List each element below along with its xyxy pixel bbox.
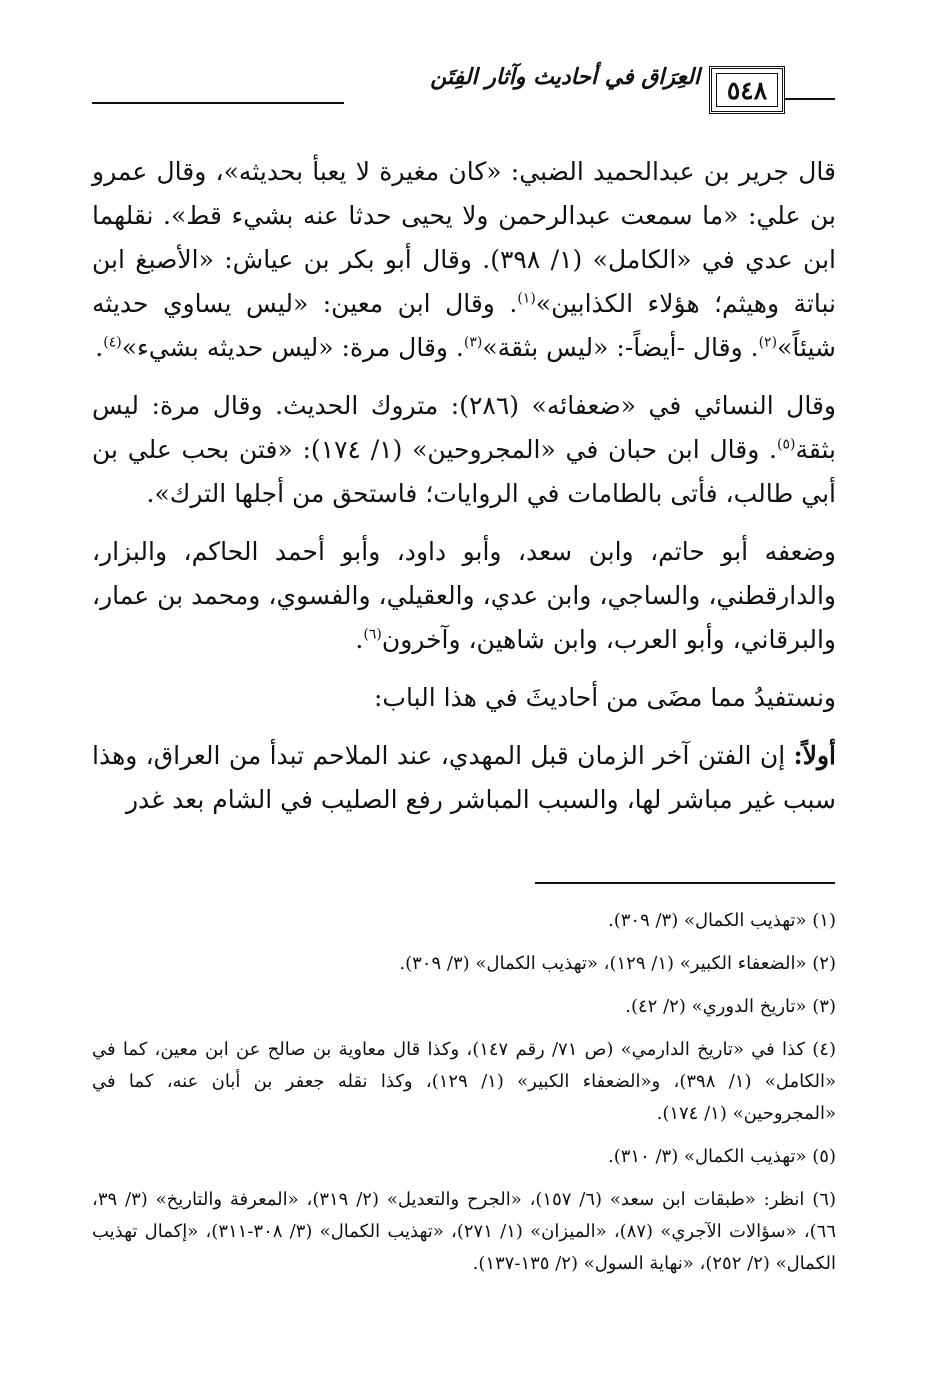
footnote-4: (٤) كذا في «تاريخ الدارمي» (ص ٧١/ رقم ١٤٧)، وكذا قال معاوية بن صالح عن ابن معين، كما في «الكامل» (١/ ٣٩٨)، و«الضعفاء الكبير» (١/ ١٢٩)، وكذا نقله جعفر بن أبان عنه، كما في «المجروحين» (١/ ١٧٤). [92,1039,837,1124]
footnote-ref-3: (٣) [463,334,483,351]
paragraph-2 [92,384,836,516]
paragraph-text: وضعفه أبو حاتم، وابن سعد، وأبو داود، وأبو أحمد الحاكم، والبزار، والدارقطني، والساجي، وابن عدي، والعقيلي، والفسوي، ومحمد بن عمار، والبرقاني، وأبو العرب، وابن شاهين، وآخرون [92,537,836,654]
page-number: ٥٤٨ [716,73,778,107]
footnote-2: (٢) «الضعفاء الكبير» (١/ ١٢٩)، «تهذيب الكمال» (٣/ ٣٠٩). [399,953,836,974]
paragraph-3 [92,530,836,662]
footnote-ref-5: (٥) [776,436,796,453]
footnote-3: (٣) «تاريخ الدوري» (٢/ ٤٢). [625,996,836,1017]
paragraph-1 [92,150,836,370]
footnote-ref-4: (٤) [103,334,122,351]
footnote-ref-2: (٢) [758,334,778,351]
footnote-6: (٦) انظر: «طبقات ابن سعد» (٦/ ١٥٧)، «الجرح والتعديل» (٢/ ٣١٩)، «المعرفة والتاريخ» (٣/ ٣٩، ٦٦)، «سؤالات الآجري» (٨٧)، «الميزان» (١/ ٢٧١)، «تهذيب الكمال» (٣/ ٣٠٨-٣١١)، «إكمال تهذيب الكمال» (٢/ ٢٥٢)، «نهاية السول» (٢/ ١٣٥-١٣٧). [92,1189,836,1274]
footnote-ref-1: (١) [517,290,536,307]
paragraph-text: . [355,625,364,654]
header-rule-left [92,102,344,104]
paragraph-4 [92,676,836,720]
paragraph-text: . وقال ابن معين: «ليس يساوي حديثه شيئاً» [92,289,836,362]
paragraph-text: . وقال -أيضاً-: «ليس بثقة» [482,333,759,362]
paragraph-text: . وقال ابن حبان في «المجروحين» (١/ ١٧٤): «فتن بحب علي بن أبي طالب، فأتى بالطامات في الروايات؛ فاستحق من أجلها الترك». [92,435,836,508]
footnote-ref-6: (٦) [363,626,382,643]
main-text [92,150,836,836]
footnotes [92,905,836,1291]
page-header [0,58,947,128]
footnote-5: (٥) «تهذيب الكمال» (٣/ ٣١٠). [607,1146,836,1167]
point-lead: أولاً: [793,741,836,770]
paragraph-text: . [95,333,104,362]
paragraph-5 [92,734,836,822]
paragraph-text: وقال النسائي في «ضعفائه» (٢٨٦): متروك الحديث. وقال مرة: ليس بثقة [92,391,837,464]
footnote-separator [535,882,835,884]
page-number-box [709,66,785,114]
paragraph-text: قال جرير بن عبدالحميد الضبي: «كان مغيرة لا يعبأ بحديثه»، وقال عمرو بن علي: «ما سمعت عبدالرحمن ولا يحيى حدثا عنه بشيء قط». نقلهما ابن عدي في «الكامل» (١/ ٣٩٨). وقال أبو بكر بن عياش: «الأصبغ ابن نباتة وهيثم؛ هؤلاء الكذابين» [92,157,836,318]
paragraph-text: إن الفتن آخر الزمان قبل المهدي، عند الملاحم تبدأ من العراق، وهذا سبب غير مباشر لها، والسبب المباشر رفع الصليب في الشام بعد غدر [92,741,836,814]
footnote-1: (١) «تهذيب الكمال» (٣/ ٣٠٩). [607,910,836,931]
paragraph-text: ونستفيدُ مما مضَى من أحاديثَ في هذا الباب: [374,683,836,712]
header-rule-right [785,98,835,100]
paragraph-text: . وقال مرة: «ليس حديثه بشيء» [121,333,464,362]
running-title: العِرَاق في أحاديث وآثار الفِتَن [430,64,700,90]
